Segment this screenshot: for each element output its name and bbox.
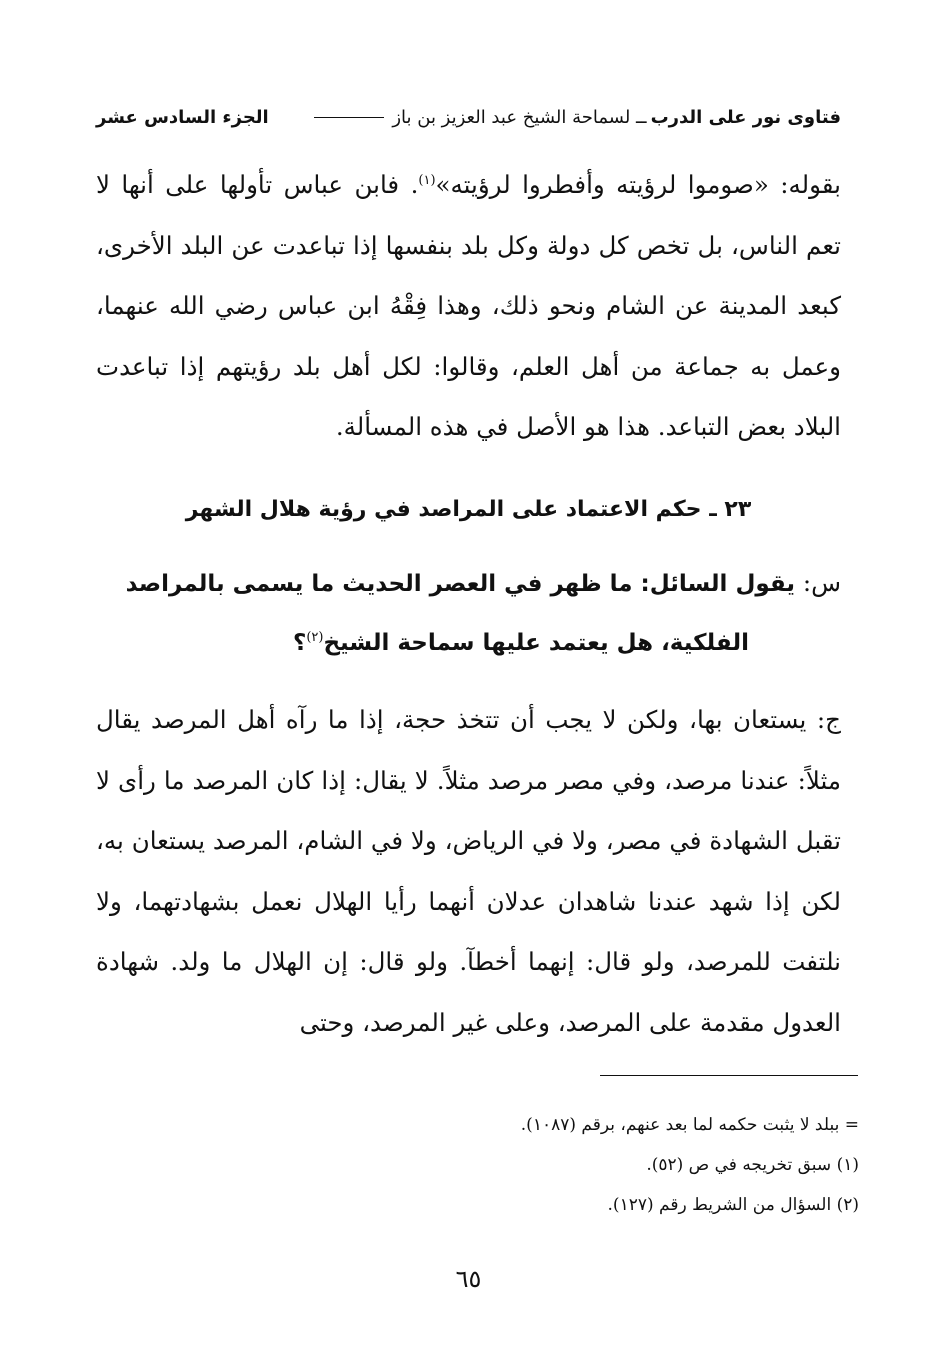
header-title-group bbox=[306, 107, 841, 128]
paragraph-1-rest: . فابن عباس تأولها على أنها لا تعم الناس، بل تخص كل دولة وكل بلد بنفسها إذا تباعدت عن البلد الأخرى، كبعد المدينة عن الشام ونحو ذلك، وهذا فِقْهُ ابن عباس رضي الله عنهما، وعمل به جماعة من أهل العلم، وقالوا: لكل أهل بلد رؤيتهم إذا تباعدت البلاد بعض التباعد. هذا هو الأصل في هذه المسألة. bbox=[96, 170, 841, 441]
footnote-2: (٢) السؤال من الشريط رقم (١٢٧). bbox=[607, 1195, 859, 1215]
paragraph-1 bbox=[96, 155, 841, 458]
footnote-1: (١) سبق تخريجه في ص (٥٢). bbox=[646, 1155, 859, 1175]
footnote-continuation: = ببلد لا يثبت حكمه لما بعد عنهم، برقم (١٠٨٧). bbox=[520, 1115, 859, 1135]
footnote-rule bbox=[600, 1075, 858, 1076]
running-header bbox=[96, 100, 841, 134]
footnote-ref-2: (٢) bbox=[306, 629, 324, 645]
answer-text: يستعان بها، ولكن لا يجب أن تتخذ حجة، إذا ما رآه أهل المرصد يقال مثلاً: عندنا مرصد، وفي مصر مرصد مثلاً. لا يقال: إذا كان المرصد ما رأى لا تقبل الشهادة في مصر، ولا في الرياض، ولا في الشام، المرصد يستعان به، لكن إذا شهد عندنا شاهدان عدلان أنهما رأيا الهلال نعمل بشهادتهما، ولا نلتفت للمرصد، ولو قال: إنهما أخطآ. ولو قال: إن الهلال ما ولد. شهادة العدول مقدمة على المرصد، وعلى غير المرصد، وحتى bbox=[96, 705, 841, 1037]
question-line-1: يقول السائل: ما ظهر في العصر الحديث ما يسمى بالمراصد bbox=[125, 571, 796, 597]
header-rule bbox=[314, 117, 384, 118]
book-title: فتاوى نور على الدرب bbox=[650, 106, 841, 128]
footnotes bbox=[96, 1105, 859, 1225]
question-line-2: الفلكية، هل يعتمد عليها سماحة الشيخ bbox=[323, 630, 749, 656]
paragraph-1-start: بقوله: «صوموا لرؤيته وأفطروا لرؤيته» bbox=[435, 170, 841, 199]
question-block bbox=[96, 554, 841, 672]
question-line-2-wrap bbox=[96, 613, 841, 672]
answer-block bbox=[96, 690, 841, 1053]
author-line: ــ لسماحة الشيخ عبد العزيز بن باز bbox=[392, 106, 647, 128]
footnote-ref-1: (١) bbox=[418, 172, 436, 188]
volume-label: الجزء السادس عشر bbox=[96, 106, 269, 128]
section-heading: ٢٣ ـ حكم الاعتماد على المراصد في رؤية هلال الشهر bbox=[185, 497, 752, 522]
question-end: ؟ bbox=[292, 630, 307, 656]
page-number: ٦٥ bbox=[455, 1265, 482, 1293]
question-prefix: س: bbox=[802, 568, 841, 597]
answer-prefix: ج: bbox=[816, 705, 841, 734]
